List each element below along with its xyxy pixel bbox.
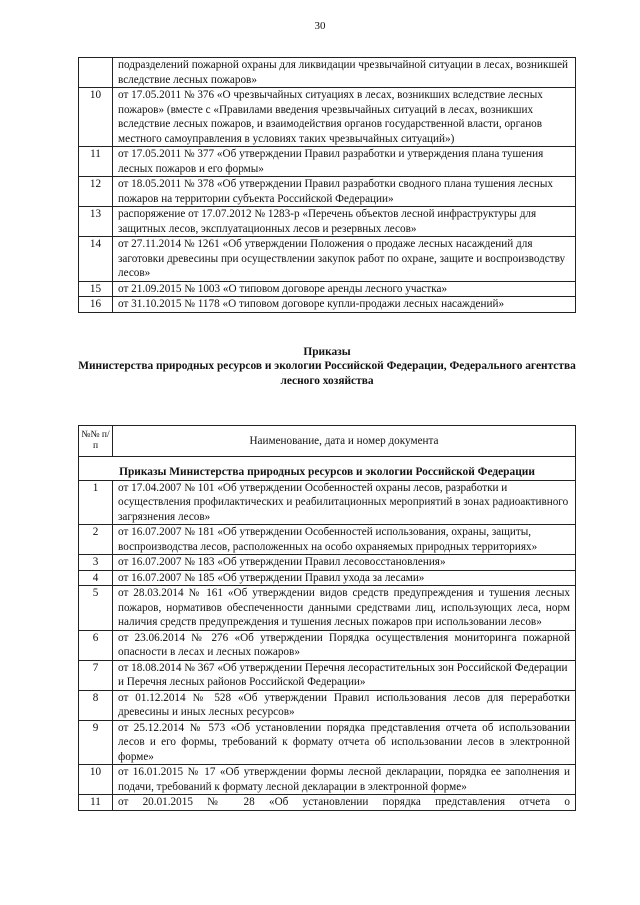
row-number: 3 [79, 555, 113, 571]
laws-table [78, 57, 576, 313]
row-number: 10 [79, 765, 113, 795]
row-number: 4 [79, 570, 113, 586]
row-number: 11 [79, 795, 113, 811]
row-text: от 28.03.2014 № 161 «Об утверждении видов средств предупреждения и тушения лесных пожаров, нормативов обеспеченности данными средствами лиц, использующих леса, норм наличия средств предупреждения и тушения лесных пожаров при использовании лесов» [113, 586, 576, 631]
row-text: от 16.07.2007 № 183 «Об утверждении Правил лесовосстановления» [113, 555, 576, 571]
row-text: от 23.06.2014 № 276 «Об утверждении Порядка осуществления мониторинга пожарной опасности в лесах и лесных пожаров» [113, 630, 576, 660]
row-number: 7 [79, 660, 113, 690]
row-text: от 18.05.2011 № 378 «Об утверждении Правил разработки сводного плана тушения лесных пожаров на территории субъекта Российской Федерации» [113, 177, 576, 207]
row-number: 5 [79, 586, 113, 631]
row-text: от 25.12.2014 № 573 «Об установлении порядка представления отчета об использовании лесов и его формы, требований к формату отчета об использовании лесов в электронной форме» [113, 720, 576, 765]
row-text: от 31.10.2015 № 1178 «О типовом договоре купли-продажи лесных насаждений» [113, 297, 576, 313]
row-text: от 16.01.2015 № 17 «Об утверждении формы лесной декларации, порядка ее заполнения и подачи, требований к формату лесной декларации в электронной форме» [113, 765, 576, 795]
row-number [79, 58, 113, 88]
table-row [79, 555, 576, 571]
table-row [79, 281, 576, 297]
row-text: от 18.08.2014 № 367 «Об утверждении Перечня лесорастительных зон Российской Федерации и Перечня лесных районов Российской Федерации» [113, 660, 576, 690]
row-number: 15 [79, 281, 113, 297]
table-row [79, 720, 576, 765]
row-number: 14 [79, 237, 113, 282]
table-row [79, 297, 576, 313]
table-row [79, 207, 576, 237]
table-row [79, 570, 576, 586]
section-row [79, 457, 576, 481]
header-title: Наименование, дата и номер документа [113, 426, 576, 457]
row-text: от 20.01.2015 № 28 «Об установлении порядка представления отчета о [113, 795, 576, 811]
table-row [79, 525, 576, 555]
row-text: от 16.07.2007 № 185 «Об утверждении Правил ухода за лесами» [113, 570, 576, 586]
row-text: от 17.05.2011 № 376 «О чрезвычайных ситуациях в лесах, возникших вследствие лесных пожаров» (вместе с «Правилами введения чрезвычайных ситуаций в лесах, возникших вследствие лесных пожаров, и взаимодействия органов государственной власти, органов местного самоуправления в условиях таких чрезвычайных ситуаций») [113, 88, 576, 147]
row-text: распоряжение от 17.07.2012 № 1283-р «Перечень объектов лесной инфраструктуры для защитных лесов, эксплуатационных лесов и резервных лесов» [113, 207, 576, 237]
table-header-row [79, 426, 576, 457]
row-number: 1 [79, 480, 113, 525]
table-row [79, 690, 576, 720]
row-number: 10 [79, 88, 113, 147]
row-number: 12 [79, 177, 113, 207]
table-row [79, 177, 576, 207]
section-heading-subtitle: Министерства природных ресурсов и экологии Российской Федерации, Федерального агентства лесного хозяйства [78, 360, 576, 387]
row-number: 2 [79, 525, 113, 555]
header-number: №№ п/п [79, 426, 113, 457]
row-text: от 16.07.2007 № 181 «Об утверждении Особенностей использования, охраны, защиты, воспроизводства лесов, расположенных на особо охраняемых природных территориях» [113, 525, 576, 555]
table-row [79, 237, 576, 282]
section-heading-title: Приказы [303, 346, 351, 358]
row-text: от 17.05.2011 № 377 «Об утверждении Правил разработки и утверждения плана тушения лесных пожаров и его формы» [113, 147, 576, 177]
page-number: 30 [314, 20, 326, 32]
row-number: 16 [79, 297, 113, 313]
orders-table [78, 425, 576, 811]
row-text: от 17.04.2007 № 101 «Об утверждении Особенностей охраны лесов, разработки и осуществления профилактических и реабилитационных мероприятий в зонах радиоактивного загрязнения лесов» [113, 480, 576, 525]
table-row [79, 795, 576, 811]
row-text: от 21.09.2015 № 1003 «О типовом договоре аренды лесного участка» [113, 281, 576, 297]
row-number: 13 [79, 207, 113, 237]
table-row [79, 58, 576, 88]
row-number: 6 [79, 630, 113, 660]
table-row [79, 586, 576, 631]
section-title: Приказы Министерства природных ресурсов и экологии Российской Федерации [79, 457, 576, 481]
row-text: от 27.11.2014 № 1261 «Об утверждении Положения о продаже лесных насаждений для заготовки древесины при осуществлении закупок работ по охране, защите и воспроизводству лесов» [113, 237, 576, 282]
table-row [79, 480, 576, 525]
table-row [79, 88, 576, 147]
row-number: 9 [79, 720, 113, 765]
table-row [79, 630, 576, 660]
row-text: подразделений пожарной охраны для ликвидации чрезвычайной ситуации в лесах, возникшей вследствие лесных пожаров» [113, 58, 576, 88]
row-number: 8 [79, 690, 113, 720]
row-text: от 01.12.2014 № 528 «Об утверждении Правил использования лесов для переработки древесины и иных лесных ресурсов» [113, 690, 576, 720]
table-row [79, 660, 576, 690]
row-number: 11 [79, 147, 113, 177]
table-row [79, 147, 576, 177]
table-row [79, 765, 576, 795]
